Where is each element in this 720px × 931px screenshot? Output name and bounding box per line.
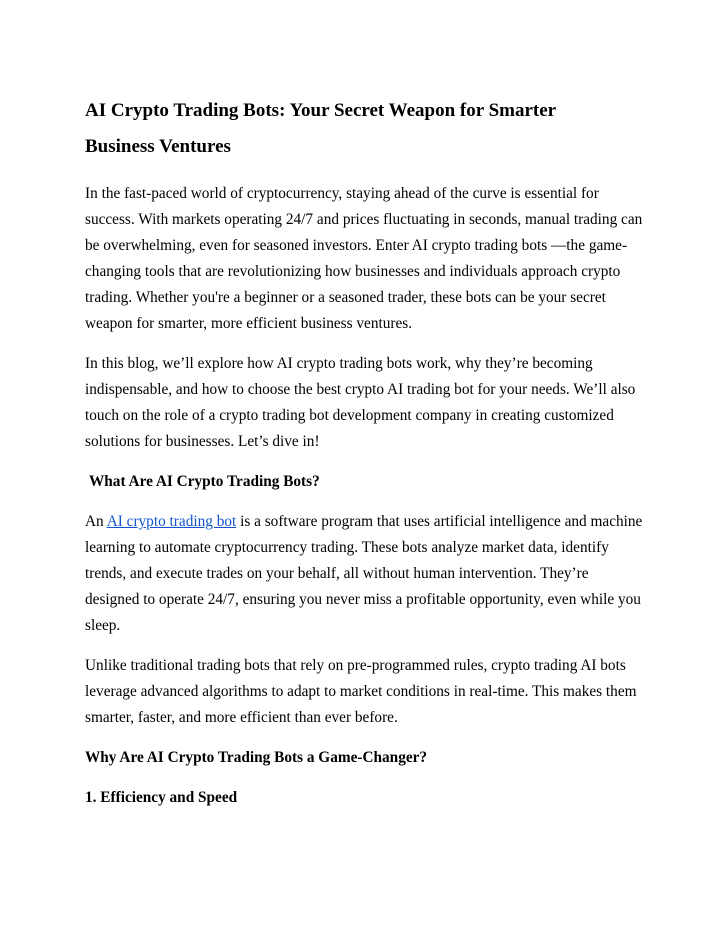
list-item-efficiency-speed: 1. Efficiency and Speed [85,789,238,806]
ai-crypto-trading-bot-link[interactable]: AI crypto trading bot [106,513,237,530]
section1-paragraph-1-rest: is a software program that uses artificial intelligence and machine learning to automate cryptocurrency trading. These bots analyze market data, identify trends, and execute trades on your behalf, all without human intervention. They’re designed to operate 24/7, ensuring you never miss a profitable opportunity, even while you sleep. [85,513,643,634]
intro-paragraph-1: In the fast-paced world of cryptocurrency, staying ahead of the curve is essential for success. With markets operating 24/7 and prices fluctuating in seconds, manual trading can be overwhelming, even for seasoned investors. Enter AI crypto trading bots —the game-changing tools that are revolutionizing how businesses and individuals approach crypto trading. Whether you're a beginner or a seasoned trader, these bots can be your secret weapon for smarter, more efficient business ventures. [85,185,643,332]
section1-paragraph-1 [85,509,645,639]
intro-paragraph-2: In this blog, we’ll explore how AI crypto trading bots work, why they’re becoming indispensable, and how to choose the best crypto AI trading bot for your needs. We’ll also touch on the role of a crypto trading bot development company in creating customized solutions for businesses. Let’s dive in! [85,355,636,450]
document-title: AI Crypto Trading Bots: Your Secret Weapon for Smarter Business Ventures [85,100,556,157]
document-page [85,93,645,811]
section1-paragraph-2: Unlike traditional trading bots that rely on pre-programmed rules, crypto trading AI bots leverage advanced algorithms to adapt to market conditions in real-time. This makes them smarter, faster, and more efficient than ever before. [85,657,637,726]
section-heading-what-are-bots: What Are AI Crypto Trading Bots? [89,473,320,490]
section-heading-game-changer: Why Are AI Crypto Trading Bots a Game-Changer? [85,749,428,766]
section1-paragraph-1-prefix: An [85,513,107,530]
